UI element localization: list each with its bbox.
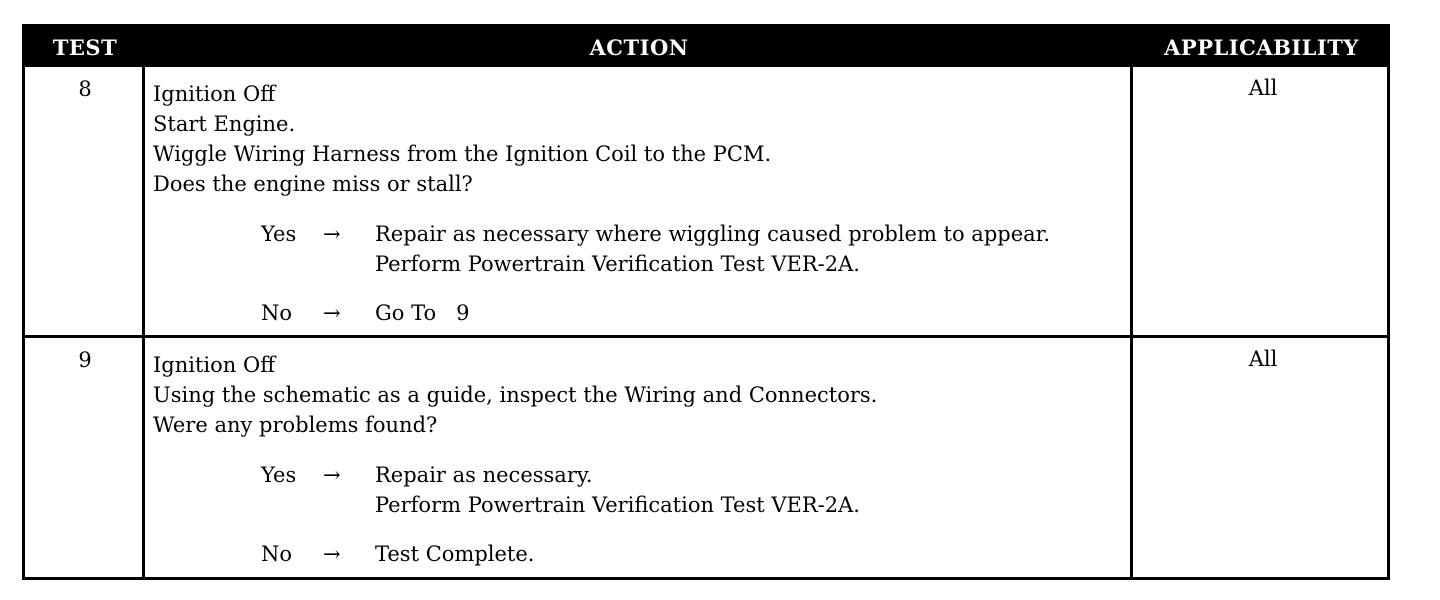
yes-text: Repair as necessary where wiggling caused problem to appear. [375,222,1051,246]
no-result [153,298,1128,328]
action-question: Were any problems found? [153,413,438,437]
yes-text: Perform Powertrain Verification Test VER-2A. [375,493,860,517]
action-step: Ignition Off [153,82,276,106]
table-header [25,27,1387,67]
yes-label: Yes [261,222,297,246]
yes-text: Repair as necessary. [375,463,593,487]
test-number: 9 [78,348,92,372]
action-step: Ignition Off [153,353,276,377]
action-step: Using the schematic as a guide, inspect the Wiring and Connectors. [153,383,878,407]
no-text: Test Complete. [375,542,535,566]
yes-label: Yes [261,463,297,487]
header-test: TEST [52,35,118,60]
no-text: Go To 9 [375,301,470,325]
yes-text: Perform Powertrain Verification Test VER-2A. [375,252,860,276]
table-row [25,338,1387,577]
yes-result-continued [153,249,1128,279]
yes-result-continued [153,490,1128,520]
applicability-value: All [1248,76,1278,100]
table-row [25,67,1387,335]
no-label: No [261,301,293,325]
action-question: Does the engine miss or stall? [153,172,473,196]
arrow-right-icon: → [323,301,341,325]
header-applicability: APPLICABILITY [1164,35,1359,60]
diagnostic-table [22,24,1390,580]
action-cell [153,350,1128,569]
no-label: No [261,542,293,566]
arrow-right-icon: → [323,222,341,246]
arrow-right-icon: → [323,463,341,487]
yes-result [153,460,1128,490]
yes-result [153,219,1128,249]
action-cell [153,79,1128,328]
action-step: Start Engine. [153,112,296,136]
arrow-right-icon: → [323,542,341,566]
action-step: Wiggle Wiring Harness from the Ignition Coil to the PCM. [153,142,772,166]
applicability-value: All [1248,347,1278,371]
test-number: 8 [78,77,92,101]
no-result [153,539,1128,569]
header-action: ACTION [589,35,689,60]
